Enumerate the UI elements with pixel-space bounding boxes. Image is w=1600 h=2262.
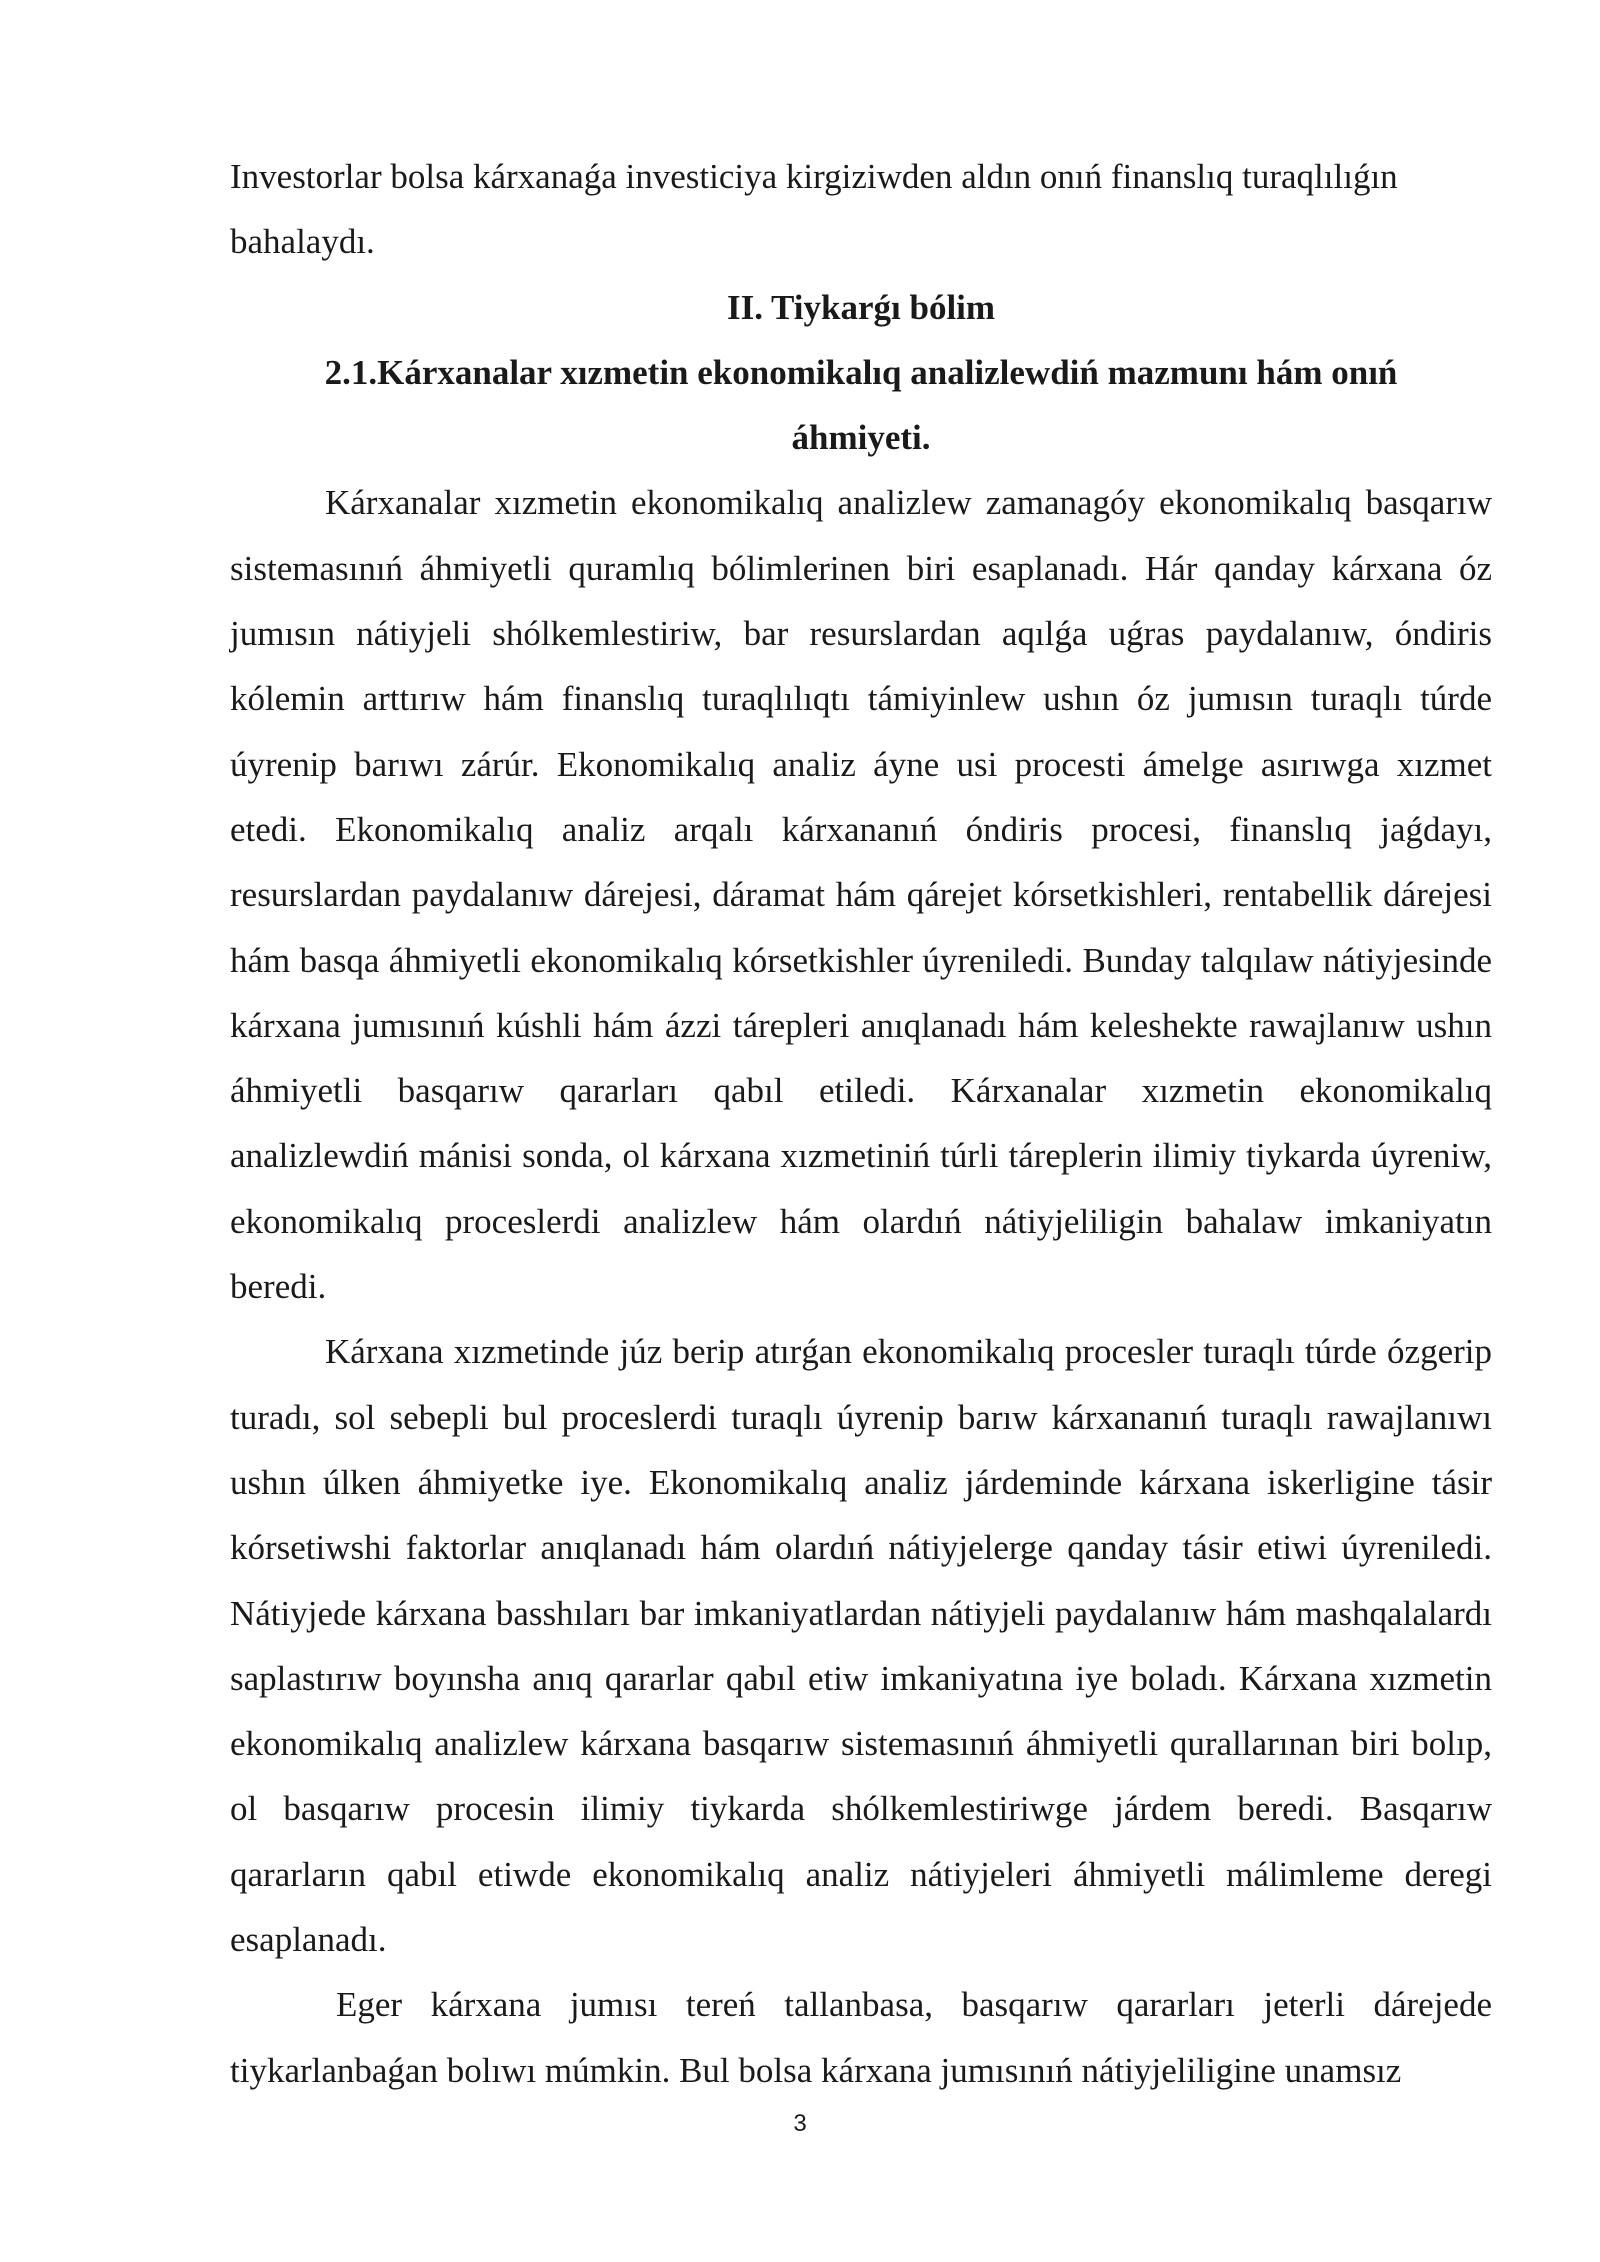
body-paragraph: Kárxana xızmetinde júz berip atırǵan ekonomikalıq procesler turaqlı túrde ózgerip turadı, sol sebepli bul proceslerdi turaqlı úyrenip barıw kárxananıń turaqlı rawajlanıwı ushın úlken áhmiyetke iye. Ekonomikalıq analiz járdeminde kárxana iskerligine tásir kórsetiwshi faktorlar anıqlanadı hám olardıń nátiyjelerge qanday tásir etiwi úyreniledi. Nátiyjede kárxana basshıları bar imkaniyatlardan nátiyjeli paydalanıw hám mashqalalardı saplastırıw boyınsha anıq qararlar qabıl etiw imkaniyatına iye boladı. Kárxana xızmetin ekonomikalıq analizlew kárxana basqarıw sistemasınıń áhmiyetli qurallarınan biri bolıp, ol basqarıw procesin ilimiy tiykarda shólkemlestiriwge járdem beredi. Basqarıw qararların qabıl etiwde ekonomikalıq analiz nátiyjeleri áhmiyetli málimleme deregi esaplanadı. [230, 1332, 1492, 1960]
body-paragraph: Eger kárxana jumısı tereń tallanbasa, basqarıw qararları jeterli dárejede tiykarlanbaǵan bolıwı múmkin. Bul bolsa kárxana jumısınıń nátiyjeliligine unamsız [230, 1985, 1492, 2090]
subsection-heading: 2.1.Kárxanalar xızmetin ekonomikalıq analizlewdiń mazmunı hám onıń áhmiyeti. [324, 352, 1398, 458]
intro-paragraph: Investorlar bolsa kárxanaǵa investiciya kirgiziwden aldın onıń finanslıq turaqlılıǵın bahalaydı. [230, 157, 1398, 262]
page-content [230, 144, 1492, 2103]
body-paragraph: Kárxanalar xızmetin ekonomikalıq analizlew zamanagóy ekonomikalıq basqarıw sistemasınıń áhmiyetli quramlıq bólimlerinen biri esaplanadı. Hár qanday kárxana óz jumısın nátiyjeli shólkemlestiriw, bar resurslardan aqılǵa uǵras paydalanıw, óndiris kólemin arttırıw hám finanslıq turaqlılıqtı támiyinlew ushın óz jumısın turaqlı túrde úyrenip barıwı zárúr. Ekonomikalıq analiz áyne usi procesti ámelge asırıwga xızmet etedi. Ekonomikalıq analiz arqalı kárxananıń óndiris procesi, finanslıq jaǵdayı, resurslardan paydalanıw dárejesi, dáramat hám qárejet kórsetkishleri, rentabellik dárejesi hám basqa áhmiyetli ekonomikalıq kórsetkishler úyreniledi. Bunday talqılaw nátiyjesinde kárxana jumısınıń kúshli hám ázzi tárepleri anıqlanadı hám keleshekte rawajlanıw ushın áhmiyetli basqarıw qararları qabıl etiledi. Kárxanalar xızmetin ekonomikalıq analizlewdiń mánisi sonda, ol kárxana xızmetiniń túrli táreplerin ilimiy tiykarda úyreniw, ekonomikalıq proceslerdi analizlew hám olardıń nátiyjeliligin bahalaw imkaniyatın beredi. [230, 483, 1492, 1307]
section-heading: II. Tiykarǵı bólim [726, 287, 996, 327]
page-number: 3 [793, 2110, 807, 2137]
